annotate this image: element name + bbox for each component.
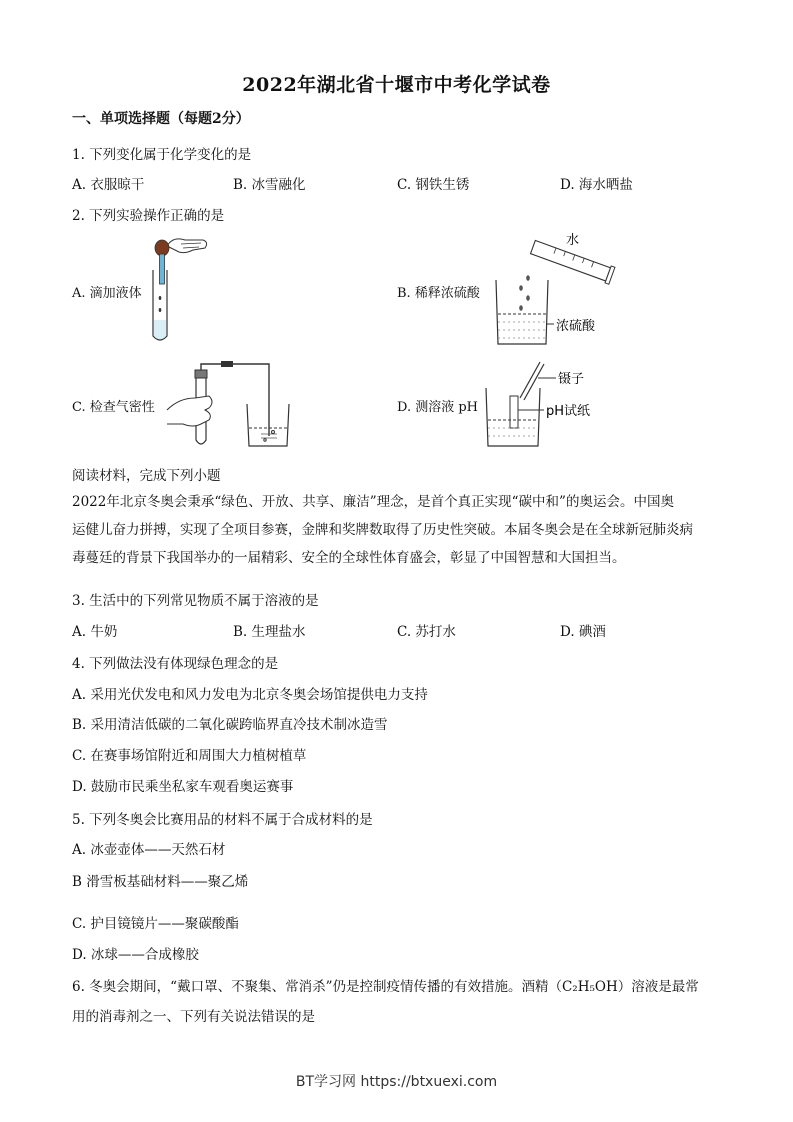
- ph-test-figure: [482, 360, 622, 452]
- q2-stem: 2. 下列实验操作正确的是: [72, 208, 225, 224]
- q4-option-b: B. 采用清洁低碳的二氧化碳跨临界直冷技术制冰造雪: [72, 717, 388, 733]
- q6-stem-line1: 6. 冬奥会期间，“戴口罩、不聚集、常消杀”仍是控制疫情传播的有效措施。酒精（C₂H₅OH）溶液是最常: [72, 979, 699, 995]
- tweezers-label: 镊子: [558, 372, 585, 387]
- footer-watermark: BT学习网 https://btxuexi.com: [295, 1074, 498, 1090]
- q1-option-a: A. 衣服晾干: [72, 177, 145, 193]
- q1-stem: 1. 下列变化属于化学变化的是: [72, 147, 252, 163]
- q1-option-d: D. 海水晒盐: [560, 177, 633, 193]
- q1-option-c: C. 钢铁生锈: [397, 177, 470, 193]
- water-label: 水: [566, 233, 580, 248]
- airtightness-figure: [165, 358, 295, 450]
- reading-line: 毒蔓廷的背景下我国举办的一届精彩、安全的全球性体育盛会，彰显了中国智慧和大国担当。: [72, 550, 626, 566]
- reading-line: 2022年北京冬奥会秉承“绿色、开放、共享、廉洁”理念，是首个真正实现“碳中和”的奥运会。中国奥: [72, 494, 674, 510]
- ph-paper-label: pH试纸: [546, 404, 591, 419]
- q2-a-label: A. 滴加液体: [72, 286, 142, 301]
- q6-stem-line2: 用的消毒剂之一、下列有关说法错误的是: [72, 1009, 315, 1025]
- page-title: 2022年湖北省十堰市中考化学试卷: [242, 74, 551, 96]
- q2-b-label: B. 稀释浓硫酸: [397, 286, 480, 301]
- acid-label: 浓硫酸: [556, 319, 596, 334]
- q5-option-c: C. 护目镜镜片——聚碳酸酯: [72, 916, 239, 932]
- q4-option-d: D. 鼓励市民乘坐私家车观看奥运赛事: [72, 779, 294, 795]
- dilution-figure: [490, 228, 620, 346]
- q5-stem: 5. 下列冬奥会比赛用品的材料不属于合成材料的是: [72, 812, 373, 828]
- reading-intro: 阅读材料，完成下列小题: [72, 468, 221, 484]
- reading-line: 运健儿奋力拼搏，实现了全项目参赛，金牌和奖牌数取得了历史性突破。本届冬奥会是在全球新冠肺炎病: [72, 522, 693, 538]
- q2-d-label: D. 测溶液 pH: [397, 400, 479, 415]
- q3-option-d: D. 碘酒: [560, 624, 606, 640]
- dropper-tube-figure: [145, 232, 210, 344]
- q5-option-a: A. 冰壶壶体——天然石材: [72, 842, 226, 858]
- q5-option-b: B 滑雪板基础材料——聚乙烯: [72, 874, 249, 890]
- q1-option-b: B. 冰雪融化: [233, 177, 306, 193]
- q2-c-label: C. 检查气密性: [72, 400, 155, 415]
- q3-option-a: A. 牛奶: [72, 624, 118, 640]
- q5-option-d: D. 冰球——合成橡胶: [72, 947, 199, 963]
- q3-option-c: C. 苏打水: [397, 624, 456, 640]
- q4-option-c: C. 在赛事场馆附近和周围大力植树植草: [72, 748, 307, 764]
- q4-stem: 4. 下列做法没有体现绿色理念的是: [72, 656, 279, 672]
- section-heading: 一、单项选择题（每题2分）: [72, 111, 250, 127]
- reading-passage: [72, 488, 722, 572]
- q3-stem: 3. 生活中的下列常见物质不属于溶液的是: [72, 593, 319, 609]
- q4-option-a: A. 采用光伏发电和风力发电为北京冬奥会场馆提供电力支持: [72, 687, 428, 703]
- q3-option-b: B. 生理盐水: [233, 624, 306, 640]
